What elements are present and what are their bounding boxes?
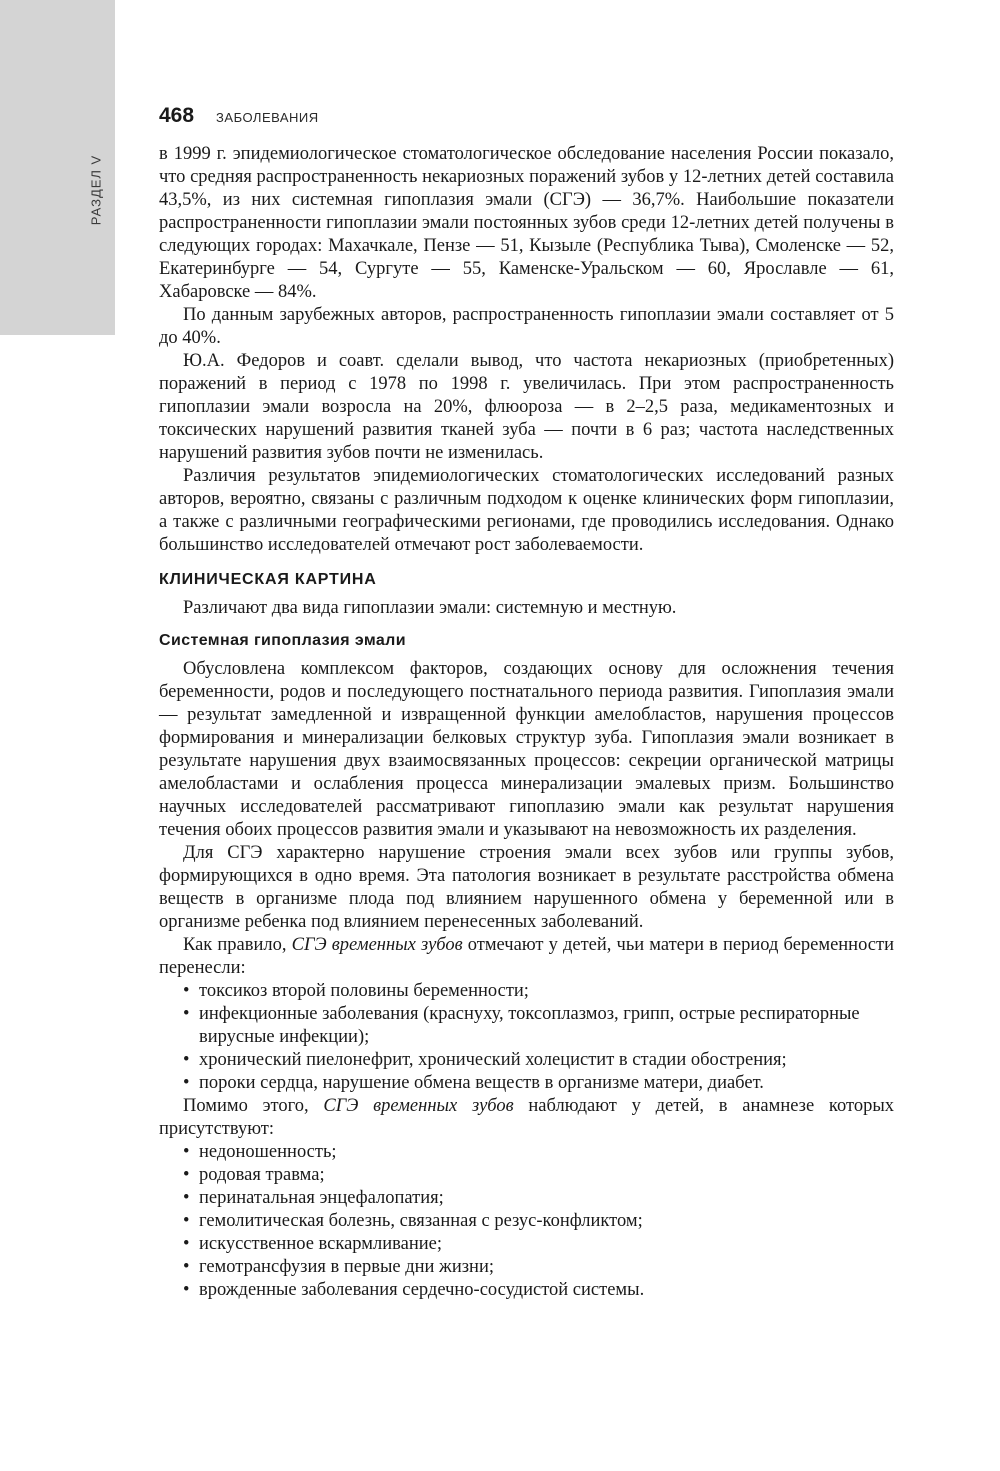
list-item: • врожденные заболевания сердечно-сосудистой системы. (183, 1279, 894, 1302)
list-item: • гемотрансфузия в первые дни жизни; (183, 1256, 894, 1279)
page-number: 468 (159, 104, 195, 127)
page-body (159, 143, 894, 1302)
section-label: РАЗДЕЛ V (88, 154, 104, 226)
italic-term: СГЭ временных зубов (323, 1096, 514, 1116)
list-item: • токсикоз второй половины беременности; (183, 980, 894, 1003)
italic-term: СГЭ временных зубов (291, 935, 463, 955)
list-item: • пороки сердца, нарушение обмена веществ в организме матери, диабет. (183, 1072, 894, 1095)
paragraph: Различают два вида гипоплазии эмали: системную и местную. (183, 598, 677, 618)
paragraph: Различия результатов эпидемиологических стоматологических исследований разных авторов, вероятно, связаны с различным подходом к оценке клинических форм гипоплазии, а также с различными географическими регионами, где проводились исследования. Однако большинство исследователей отмечают рост заболеваемости. (159, 466, 894, 555)
section-title: ЗАБОЛЕВАНИЯ (216, 110, 319, 125)
list-item: • хронический пиелонефрит, хронический холецистит в стадии обострения; (183, 1049, 894, 1072)
list-item: • перинатальная энцефалопатия; (183, 1187, 894, 1210)
text-run: наблюдают у детей, в анамнезе которых присутствуют: (159, 1096, 895, 1139)
list-item: • недоношенность; (183, 1141, 894, 1164)
text-run: Помимо этого, (183, 1096, 324, 1116)
paragraph: По данным зарубежных авторов, распространенность гипоплазии эмали составляет от 5 до 40%. (159, 305, 894, 348)
paragraph: Обусловлена комплексом факторов, создающих основу для осложнения течения беременности, родов и последующего постнатального периода развития. Гипоплазия эмали — результат замедленной и извращенной функции амелобластов, нарушения процессов формирования и минерализации белковых структур зуба. Гипоплазия эмали возникает в результате нарушения двух взаимосвязанных процессов: секреции органической матрицы амелобластами и ослабления процесса минерализации эмалевых призм. Большинство научных исследователей рассматривают гипоплазию эмали как результат нарушения течения обоих процессов развития эмали и указывают на невозможность их разделения. (159, 659, 894, 840)
subsection-heading: Системная гипоплазия эмали (159, 632, 406, 649)
paragraph (159, 1095, 894, 1141)
section-side-tab (0, 0, 115, 335)
list-item: • гемолитическая болезнь, связанная с резус-конфликтом; (183, 1210, 894, 1233)
text-run: Как правило, (183, 935, 292, 955)
bullet-list-child-anamnesis (159, 1141, 894, 1302)
paragraph: Ю.А. Федоров и соавт. сделали вывод, что частота некариозных (приобретенных) поражений в период с 1978 по 1998 г. увеличилась. При этом распространенность гипоплазии эмали возросла на 20%, флюороза — в 2–2,5 раза, медикаментозных и токсических нарушений развития тканей зуба — почти в 6 раз; частота наследственных нарушений развития зубов почти не изменилась. (159, 351, 894, 463)
text-run: отмечают у детей, чьи матери в период беременности перенесли: (159, 935, 894, 978)
paragraph (159, 934, 894, 980)
paragraph: в 1999 г. эпидемиологическое стоматологическое обследование населения России показало, что средняя распространенность некариозных поражений зубов у 12-летних детей составила 43,5%, из них системная гипоплазия эмали (СГЭ) — 36,7%. Наибольшие показатели распространенности гипоплазии эмали постоянных зубов среди 12-летних детей получены в следующих городах: Махачкале, Пензе — 51, Кызыле (Республика Тыва), Смоленске — 52, Екатеринбурге — 54, Сургуте — 55, Каменске-Уральском — 60, Ярославле — 61, Хабаровске — 84%. (159, 144, 894, 302)
list-item: • инфекционные заболевания (краснуху, токсоплазмоз, грипп, острые респираторные вирусные инфекции); (183, 1003, 894, 1049)
paragraph: Для СГЭ характерно нарушение строения эмали всех зубов или группы зубов, формирующихся в одно время. Эта патология возникает в результате расстройства обмена веществ в организме плода под влиянием нарушенного обмена у беременной или в организме ребенка под влиянием перенесенных заболеваний. (159, 843, 894, 932)
list-item: • родовая травма; (183, 1164, 894, 1187)
running-header (159, 104, 319, 128)
list-item: • искусственное вскармливание; (183, 1233, 894, 1256)
section-heading: КЛИНИЧЕСКАЯ КАРТИНА (159, 571, 377, 588)
bullet-list-maternal-conditions (159, 980, 894, 1095)
